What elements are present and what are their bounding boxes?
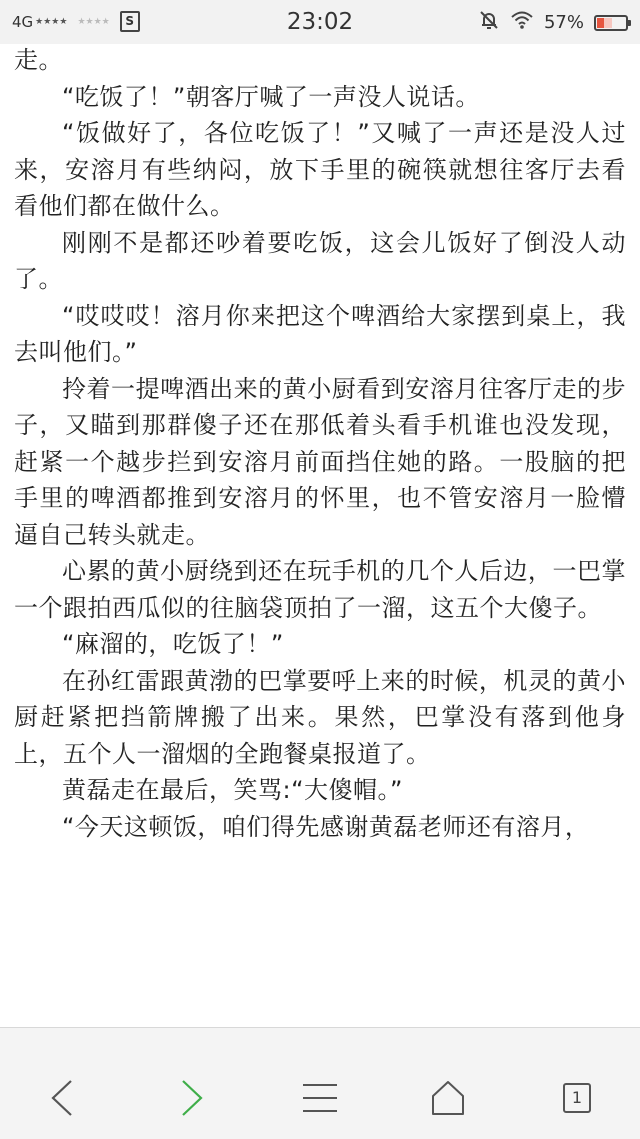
article-paragraph: 心累的黄小厨绕到还在玩手机的几个人后边，一巴掌一个跟拍西瓜似的往脑袋顶拍了一溜，这五个大傻子。	[14, 557, 626, 622]
forward-button[interactable]	[168, 1074, 216, 1122]
bottom-nav-bar	[0, 1027, 640, 1139]
article-paragraph: 走。	[14, 46, 63, 74]
menu-button[interactable]	[296, 1074, 344, 1122]
reader-content[interactable]	[14, 42, 626, 1027]
article-paragraph: 在孙红雷跟黄渤的巴掌要呼上来的时候，机灵的黄小厨赶紧把挡箭牌搬了出来。果然，巴掌没有落到他身上，五个人一溜烟的全跑餐桌报道了。	[14, 666, 626, 768]
network-type: 4G	[12, 12, 34, 31]
article-paragraph: “哎哎哎！溶月你来把这个啤酒给大家摆到桌上，我去叫他们。”	[14, 301, 626, 366]
article-paragraph: “今天这顿饭，咱们得先感谢黄磊老师还有溶月，	[62, 812, 590, 841]
status-bar	[0, 0, 640, 44]
article-paragraph: 拎着一提啤酒出来的黄小厨看到安溶月往客厅走的步子，又瞄到那群傻子还在那低着头看手机谁也没发现，赶紧一个越步拦到安溶月前面挡住她的路。一股脑的把手里的啤酒都推到安溶月的怀里，也不管安溶月一脸懵逼自己转头就走。	[14, 374, 626, 549]
status-time: 23:02	[286, 9, 354, 35]
sim-icon: S	[120, 11, 140, 32]
tabs-button[interactable]	[552, 1074, 600, 1122]
home-icon	[429, 1079, 467, 1117]
wifi-icon	[510, 10, 534, 35]
article-paragraph: “麻溜的，吃饭了！”	[62, 630, 284, 658]
article-paragraph: 黄磊走在最后，笑骂:“大傻帽。”	[62, 776, 403, 804]
article-paragraph: 刚刚不是都还吵着要吃饭，这会儿饭好了倒没人动了。	[14, 228, 626, 293]
back-icon	[47, 1078, 77, 1118]
signal-strength-secondary-icon: ★★★★	[77, 16, 110, 27]
home-button[interactable]	[424, 1074, 472, 1122]
back-button[interactable]	[38, 1074, 86, 1122]
article-paragraph: “饭做好了，各位吃饭了！”又喊了一声还是没人过来，安溶月有些纳闷，放下手里的碗筷就想往客厅去看看他们都在做什么。	[14, 119, 626, 220]
signal-strength-icon: ★★★★	[35, 16, 68, 27]
menu-icon	[300, 1081, 340, 1115]
tabs-icon: 1	[563, 1083, 591, 1113]
battery-icon	[594, 15, 628, 31]
forward-icon	[177, 1078, 207, 1118]
status-right	[478, 9, 628, 36]
battery-percent: 57%	[543, 12, 584, 33]
article-paragraph: “吃饭了！”朝客厅喊了一声没人说话。	[62, 82, 480, 111]
mute-bell-icon	[478, 9, 500, 36]
